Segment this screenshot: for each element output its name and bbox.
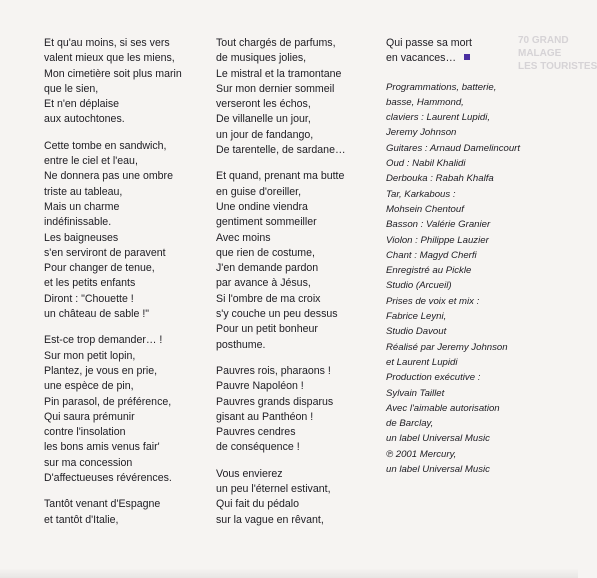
lyric-line: par avance à Jésus, (216, 277, 311, 290)
lyric-line: triste au tableau, (44, 185, 123, 198)
lyric-line: un peu l'éternel estivant, (216, 483, 331, 496)
lyric-line: Pour un petit bonheur (216, 323, 318, 336)
credit-line: Violon : Philippe Lauzier (386, 234, 489, 246)
bleedthrough-line: 70 GRAND (518, 35, 569, 46)
stanza (216, 169, 381, 353)
lyrics-column-3 (386, 36, 561, 477)
bleedthrough-line: LES TOURISTES (518, 61, 597, 72)
credit-line: Programmations, batterie, (386, 81, 497, 93)
lyric-line: que rien de costume, (216, 246, 315, 259)
lyric-line: sur ma concession (44, 456, 133, 469)
lyric-line: s'y couche un peu dessus (216, 308, 338, 321)
stanza (44, 139, 209, 323)
credit-line: et Laurent Lupidi (386, 356, 458, 368)
stanza (44, 333, 209, 486)
lyric-line: Si l'ombre de ma croix (216, 292, 321, 305)
credit-line: Studio (Arcueil) (386, 280, 452, 292)
lyric-line: Une ondine viendra (216, 200, 308, 213)
lyric-line: un château de sable !" (44, 308, 150, 321)
lyric-line: Plantez, je vous en prie, (44, 364, 158, 377)
lyric-line: De tarentelle, de sardane… (216, 144, 346, 157)
credit-line: Studio Davout (386, 326, 447, 338)
lyric-line: Le mistral et la tramontane (216, 67, 342, 80)
credit-line: Fabrice Leyni, (386, 311, 447, 323)
lyric-line: aux autochtones. (44, 113, 125, 126)
lyric-line: de conséquence ! (216, 441, 300, 454)
lyric-line: Et qu'au moins, si ses vers (44, 37, 170, 49)
lyric-line: gentiment sommeiller (216, 216, 317, 229)
credit-line: Guitares : Arnaud Damelincourt (386, 142, 521, 154)
credit-line: Prises de voix et mix : (386, 295, 480, 307)
credit-line: Avec l'aimable autorisation (386, 402, 500, 414)
page-edge-shadow (0, 568, 578, 578)
stanza (44, 497, 209, 528)
lyric-line: De villanelle un jour, (216, 113, 311, 126)
lyric-line: Pauvres rois, pharaons ! (216, 364, 331, 377)
credit-line: Production exécutive : (386, 372, 481, 384)
lyric-line: Tantôt venant d'Espagne (44, 498, 161, 511)
credit-line: basse, Hammond, (386, 96, 464, 108)
lyric-line: Et quand, prenant ma butte (216, 170, 345, 183)
lyric-line: Diront : "Chouette ! (44, 292, 134, 305)
lyric-line: Tout chargés de parfums, (216, 37, 336, 49)
lyric-line: Vous envierez (216, 467, 283, 480)
credit-line: Mohsein Chentouf (386, 203, 464, 215)
lyrics-column-2 (216, 36, 381, 539)
lyric-line: Sur mon dernier sommeil (216, 82, 335, 95)
credit-line: Enregistré au Pickle (386, 265, 472, 277)
lyric-line: Les baigneuses (44, 231, 119, 244)
credit-line: ℗ 2001 Mercury, (386, 448, 457, 460)
lyric-line: D'affectueuses révérences. (44, 472, 172, 485)
lyric-line: Sur mon petit lopin, (44, 349, 136, 362)
credit-line: un label Universal Music (386, 433, 490, 445)
credit-line: un label Universal Music (386, 464, 490, 476)
lyric-line: Pauvres cendres (216, 426, 296, 439)
lyric-line: un jour de fandango, (216, 128, 314, 141)
lyrics-column-1 (44, 36, 209, 539)
lyric-line: Pauvres grands disparus (216, 395, 334, 408)
credit-line: Basson : Valérie Granier (386, 219, 491, 231)
credit-line: Chant : Magyd Cherfi (386, 249, 477, 261)
credit-line: Réalisé par Jeremy Johnson (386, 341, 508, 353)
lyric-line: s'en serviront de paravent (44, 246, 166, 259)
lyric-line: contre l'insolation (44, 426, 126, 439)
credit-line: de Barclay, (386, 418, 434, 430)
closing-stanza (386, 36, 561, 67)
credit-line: Tar, Karkabous : (386, 188, 456, 200)
credit-line: Sylvain Taillet (386, 387, 445, 399)
lyric-line: valent mieux que les miens, (44, 52, 175, 65)
lyric-line: que le sien, (44, 82, 99, 95)
lyric-line: Qui fait du pédalo (216, 498, 300, 511)
stanza (216, 364, 381, 456)
lyric-line: Cette tombe en sandwich, (44, 139, 167, 152)
lyric-line: et les petits enfants (44, 277, 136, 290)
lyric-line: Mais un charme (44, 200, 120, 213)
lyric-line: entre le ciel et l'eau, (44, 155, 138, 168)
lyric-line: sur la vague en rêvant, (216, 513, 324, 526)
stanza (216, 467, 381, 528)
lyric-line: Qui saura prémunir (44, 410, 135, 423)
lyric-line: en vacances… (386, 51, 561, 66)
lyric-line: les bons amis venus fair' (44, 441, 160, 454)
lyric-line: Pin parasol, de préférence, (44, 395, 172, 408)
credit-line: Jeremy Johnson (386, 127, 457, 139)
lyric-line: Pauvre Napoléon ! (216, 380, 304, 393)
lyric-line: une espèce de pin, (44, 380, 134, 393)
lyric-line: verseront les échos, (216, 98, 311, 111)
stanza (44, 36, 209, 128)
lyric-line: Mon cimetière soit plus marin (44, 67, 182, 80)
lyric-line: et tantôt d'Italie, (44, 513, 119, 526)
bleedthrough-line: MALAGE (518, 48, 562, 59)
lyric-line: J'en demande pardon (216, 262, 319, 275)
lyric-line: gisant au Panthéon ! (216, 410, 314, 423)
credit-line: claviers : Laurent Lupidi, (386, 112, 490, 124)
lyric-line: Qui passe sa mort (386, 37, 472, 49)
lyric-line: Ne donnera pas une ombre (44, 170, 173, 183)
lyric-line: posthume. (216, 338, 266, 351)
lyric-line: Pour changer de tenue, (44, 262, 155, 275)
credit-line: Derbouka : Rabah Khalfa (386, 173, 494, 185)
lyric-line: de musiques jolies, (216, 52, 307, 65)
lyric-line: Et n'en déplaise (44, 98, 120, 111)
end-square-icon (464, 54, 470, 60)
lyric-line: indéfinissable. (44, 216, 112, 229)
stanza (216, 36, 381, 158)
lyric-line: Avec moins (216, 231, 271, 244)
credits-block (386, 80, 561, 478)
lyric-line: Est-ce trop demander… ! (44, 334, 163, 347)
lyric-line: en guise d'oreiller, (216, 185, 302, 198)
credit-line: Oud : Nabil Khalidi (386, 158, 466, 170)
